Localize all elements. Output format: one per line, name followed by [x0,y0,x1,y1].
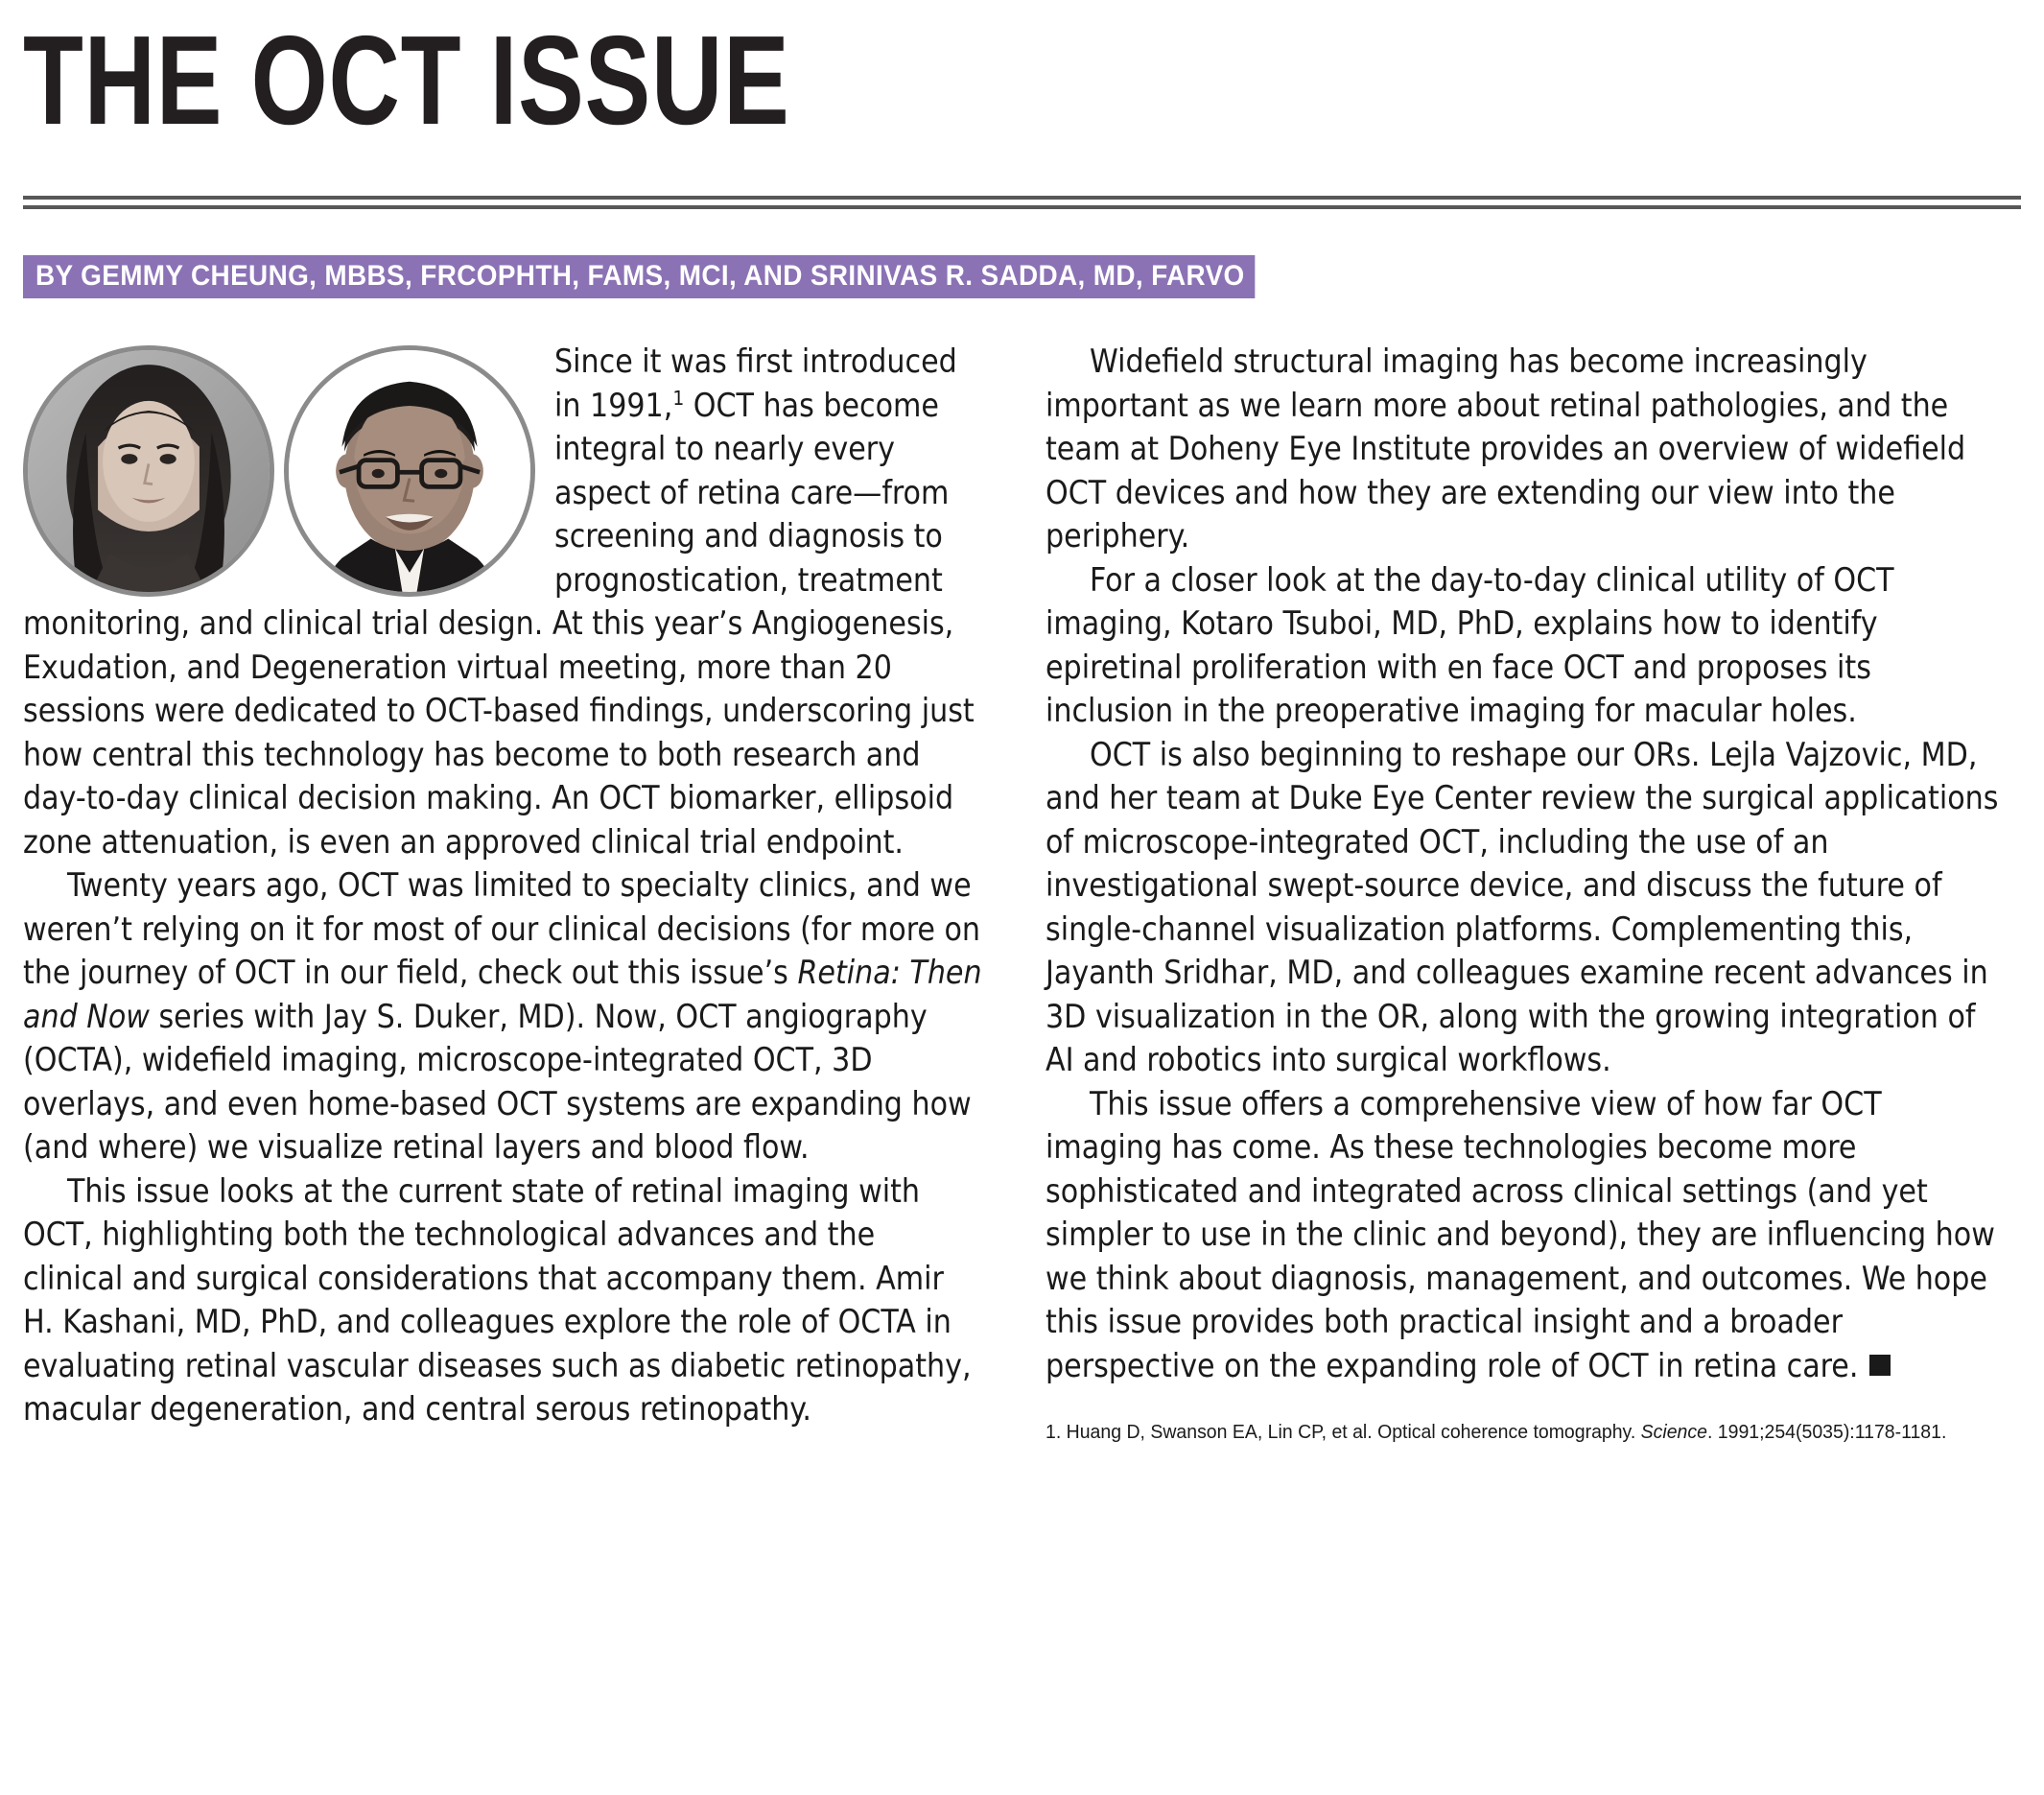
footnote-number: 1. [1045,1421,1062,1443]
avatar-gemmy-cheung [23,345,274,597]
series-title-italic: Retina: Then and Now [23,954,982,1035]
divider-rule-bottom [23,205,2021,209]
author-photo-group [23,345,535,599]
footnote-marker: 1 [672,386,685,410]
paragraph-part-1: Twenty years ago, OCT was limited to specialty clinics, and we weren’t relying on it for most of our clinical decisions (for more on the journey of OCT in our field, check out this issue’s [23,866,981,991]
left-paragraph-3: This issue looks at the current state of retinal imaging with OCT, highlighting both the technological advances and the clinical and surgical considerations that accompany them. Amir H. Kashani, MD, PhD, and colleagues explore the role of OCTA in evaluating retinal vascular diseases such as diabetic retinopathy, macular degeneration, and central serous retinopathy. [23,1171,972,1428]
right-column-text [1045,340,2005,1387]
article-body [23,340,2021,1445]
right-paragraph-3: OCT is also beginning to reshape our ORs. Lejla Vajzovic, MD, and her team at Duke Eye Center review the surgical applications of microscope-integrated OCT, including the use of an investigational swept-source device, and discuss the future of single-channel visualization platforms. Complementing this, Jayanth Sridhar, MD, and colleagues examine recent advances in 3D visualization in the OR, along with the growing integration of AI and robotics into surgical workflows. [1045,735,1999,1078]
headshot-male-glasses-icon [289,350,530,592]
headshot-female-icon [28,350,270,592]
left-column-text [23,340,982,1431]
byline-bar: BY GEMMY CHEUNG, MBBS, FRCOPHTH, FAMS, MCI, AND SRINIVAS R. SADDA, MD, FARVO [23,255,1256,298]
footnote-authors: Huang D, Swanson EA, Lin CP, et al. Optical coherence tomography. [1061,1421,1641,1443]
right-column [1045,340,2005,1445]
right-paragraph-4-text: This issue offers a comprehensive view of how far OCT imaging has come. As these technologies become more sophisticated and integrated across clinical settings (and yet simpler to use in the clinic and beyond), they are influencing how we think about diagnosis, management, and outcomes. We hope this issue provides both practical insight and a broader perspective on the expanding role of OCT in retina care. [1045,1084,1995,1384]
right-paragraph-2: For a closer look at the day-to-day clinical utility of OCT imaging, Kotaro Tsuboi, MD, PhD, explains how to identify epiretinal proliferation with en face OCT and proposes its inclusion in the preoperative imaging for macular holes. [1045,560,1894,729]
right-paragraph-4 [1045,1082,2005,1388]
byline [23,255,2021,301]
masthead [23,0,2021,188]
right-paragraph-1: Widefield structural imaging has become increasingly important as we learn more about retinal pathologies, and the team at Doheny Eye Institute provides an overview of widefield OCT devices and how they are extending our view into the periphery. [1045,342,1966,555]
header-divider [23,196,2021,209]
footnote-reference [1045,1420,1957,1445]
left-column [23,340,982,1431]
left-paragraph-2 [23,863,982,1169]
page-title: THE OCT ISSUE [23,10,790,151]
paragraph-lead: Since it was first introduced in 1991, [554,342,957,424]
footnote-journal: Science [1640,1421,1707,1443]
avatar-srinivas-sadda [284,345,535,597]
paragraph-rest: OCT has become integral to nearly every aspect of retina care—from screening and diagnosis to prognostication, treatment monitoring, and clinical trial design. At this year’s Angiogenesis, Exudation, and Degeneration virtual meeting, more than 20 sessions were dedicated to OCT-based findings, underscoring just how central this technology has become to both research and day-to-day clinical decision making. An OCT biomarker, ellipsoid zone attenuation, is even an approved clinical trial endpoint. [23,386,975,861]
paragraph-part-2: series with Jay S. Duker, MD). Now, OCT angiography (OCTA), widefield imaging, microscope-integrated OCT, 3D overlays, and even home-based OCT systems are expanding how (and where) we visualize retinal layers and blood flow. [23,997,972,1166]
footnote-citation: . 1991;254(5035):1178-1181. [1706,1421,1947,1443]
end-mark-icon [1869,1355,1891,1376]
